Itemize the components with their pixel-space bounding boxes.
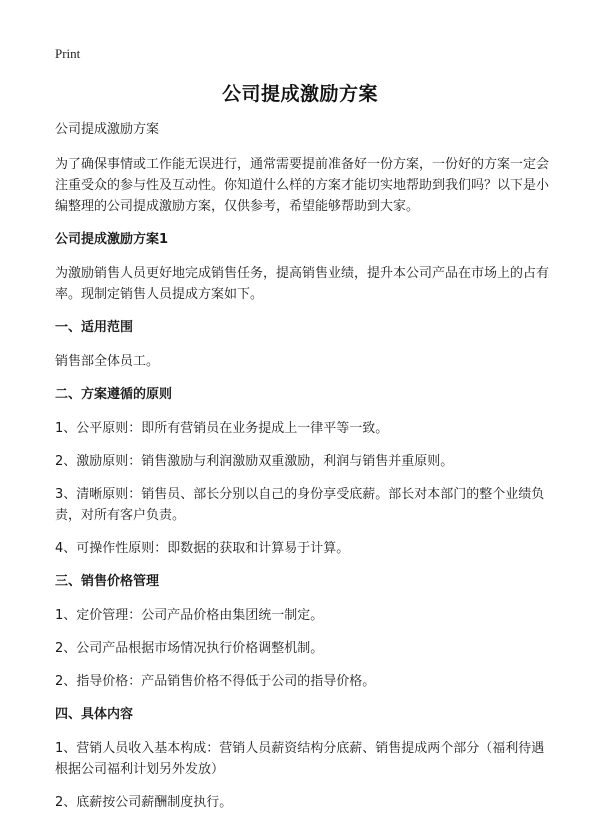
document-subtitle: 公司提成激励方案 — [55, 122, 160, 137]
details-item: 2、底薪按公司薪酬制度执行。 — [55, 795, 233, 810]
principle-item: 2、激励原则：销售激励与利润激励双重激励，利润与销售并重原则。 — [55, 454, 454, 469]
section-heading-details: 四、具体内容 — [55, 707, 134, 722]
pricing-item: 2、指导价格：产品销售价格不得低于公司的指导价格。 — [55, 674, 376, 689]
section-heading-scope: 一、适用范围 — [55, 320, 134, 335]
document-body — [55, 119, 550, 825]
details-item: 1、营销人员收入基本构成：营销人员薪资结构分底薪、销售提成两个部分（福利待遇根据公司福利计划另外发放） — [55, 741, 545, 777]
plan-heading: 公司提成激励方案1 — [55, 232, 169, 247]
pricing-item: 1、定价管理：公司产品价格由集团统一制定。 — [55, 608, 324, 623]
pricing-item: 2、公司产品根据市场情况执行价格调整机制。 — [55, 641, 324, 656]
section-heading-principles: 二、方案遵循的原则 — [55, 387, 173, 402]
principle-item: 4、可操作性原则：即数据的获取和计算易于计算。 — [55, 541, 350, 556]
page-title: 公司提成激励方案 — [221, 83, 378, 105]
print-label: Print — [55, 46, 81, 61]
intro-paragraph: 为了确保事情或工作能无误进行，通常需要提前准备好一份方案，一份好的方案一定会注重受众的参与性及互动性。你知道什么样的方案才能切实地帮助到我们吗？以下是小编整理的公司提成激励方案，仅供参考，希望能够帮助到大家。 — [55, 157, 550, 214]
plan-intro-paragraph: 为激励销售人员更好地完成销售任务，提高销售业绩，提升本公司产品在市场上的占有率。现制定销售人员提成方案如下。 — [55, 266, 550, 302]
scope-item: 销售部全体员工。 — [55, 354, 160, 369]
principle-item: 3、清晰原则：销售员、部长分别以自己的身份享受底薪。部长对本部门的整个业绩负责，对所有客户负责。 — [55, 487, 545, 523]
section-heading-pricing: 三、销售价格管理 — [55, 574, 160, 589]
principle-item: 1、公平原则：即所有营销员在业务提成上一律平等一致。 — [55, 421, 389, 436]
